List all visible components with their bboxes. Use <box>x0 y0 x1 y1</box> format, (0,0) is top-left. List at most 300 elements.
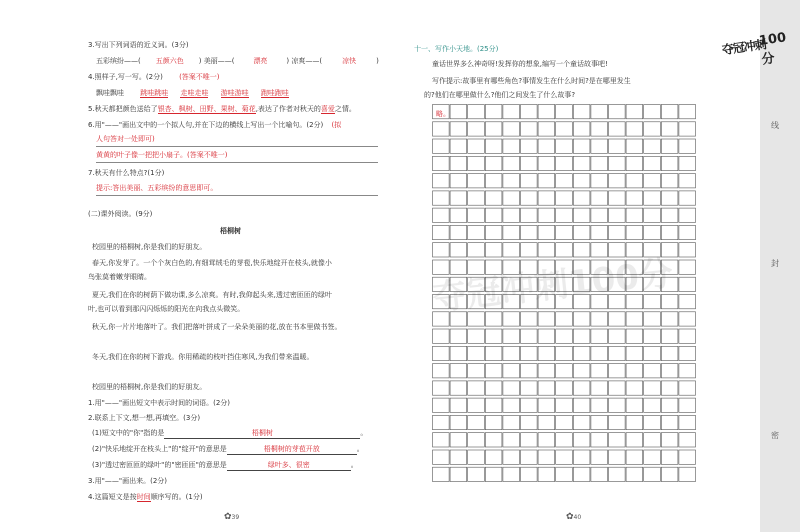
grid-cell <box>573 467 590 481</box>
grid-cell <box>573 346 590 360</box>
grid-cell <box>556 398 573 412</box>
grid-cell <box>485 415 502 429</box>
grid-cell <box>609 122 626 136</box>
grid-cell <box>521 139 538 153</box>
grid-cell <box>503 381 520 395</box>
q3-answer-2: 漂亮 <box>253 57 268 65</box>
q4-text: 4.照样子,写一写。(2分) (答案不唯一) <box>88 73 220 81</box>
grid-cell <box>521 225 538 239</box>
grid-cell <box>626 450 643 464</box>
grid-cell <box>626 467 643 481</box>
grid-cell <box>644 450 661 464</box>
grid-cell <box>609 191 626 205</box>
grid-cell <box>433 191 450 205</box>
grid-cell <box>661 191 678 205</box>
grid-cell <box>626 191 643 205</box>
grid-cell <box>468 225 485 239</box>
grid-cell <box>591 156 608 170</box>
grid-cell <box>609 346 626 360</box>
grid-cell <box>503 225 520 239</box>
watermark: 夺冠冲刺100分 <box>430 253 675 319</box>
grid-cell <box>556 364 573 378</box>
grid-cell <box>521 381 538 395</box>
grid-cell <box>626 139 643 153</box>
grid-cell <box>521 174 538 188</box>
grid-cell <box>679 174 696 188</box>
left-page-number: ✿39 <box>224 512 240 522</box>
side-label-mid: 封 <box>771 259 779 268</box>
grid-cell <box>468 364 485 378</box>
grid-cell <box>485 346 502 360</box>
grid-cell <box>679 105 696 119</box>
grid-cell <box>644 433 661 447</box>
grid-cell <box>468 243 485 257</box>
grid-cell <box>503 191 520 205</box>
grid-cell <box>573 105 590 119</box>
grid-cell <box>644 208 661 222</box>
grid-cell <box>556 139 573 153</box>
grid-cell <box>609 139 626 153</box>
grid-cell <box>468 156 485 170</box>
grid-cell <box>644 139 661 153</box>
grid-cell <box>644 225 661 239</box>
grid-cell <box>556 156 573 170</box>
grid-cell <box>538 398 555 412</box>
grid-cell <box>433 243 450 257</box>
grid-cell <box>679 415 696 429</box>
grid-cell <box>609 312 626 326</box>
grid-cell <box>468 381 485 395</box>
grid-cell <box>609 225 626 239</box>
grid-cell <box>556 346 573 360</box>
grid-cell <box>591 450 608 464</box>
grid-cell <box>485 174 502 188</box>
grid-cell <box>556 381 573 395</box>
grid-cell <box>485 105 502 119</box>
grid-cell <box>626 364 643 378</box>
grid-cell <box>503 433 520 447</box>
grid-cell <box>485 329 502 343</box>
grid-cell <box>661 467 678 481</box>
grid-cell <box>661 346 678 360</box>
binding-strip <box>760 0 800 532</box>
grid-cell <box>609 329 626 343</box>
passage-line-7: 冬天,我们在你的树下游戏。你用稀疏的枝叶挡住寒风,为我们带来温暖。 <box>92 353 314 361</box>
grid-cell <box>503 156 520 170</box>
grid-cell <box>591 312 608 326</box>
grid-cell <box>450 415 467 429</box>
grid-cell <box>591 225 608 239</box>
grid-cell <box>679 139 696 153</box>
grid-cell <box>609 105 626 119</box>
grid-cell <box>450 139 467 153</box>
grid-cell <box>573 312 590 326</box>
grid-cell <box>485 450 502 464</box>
grid-cell <box>573 415 590 429</box>
q7-rule <box>96 195 378 196</box>
grid-cell <box>468 191 485 205</box>
grid-cell <box>538 122 555 136</box>
grid-cell <box>644 191 661 205</box>
q7-text: 7.秋天有什么特点?(1分) <box>88 169 165 177</box>
grid-cell <box>503 364 520 378</box>
grid-cell <box>591 139 608 153</box>
grid-cell <box>661 105 678 119</box>
grid-cell <box>433 174 450 188</box>
grid-cell <box>556 329 573 343</box>
side-label-top: 线 <box>771 121 779 130</box>
grid-cell <box>661 364 678 378</box>
grid-cell <box>538 105 555 119</box>
grid-cell <box>573 381 590 395</box>
grid-cell <box>468 433 485 447</box>
grid-cell <box>521 191 538 205</box>
grid-cell <box>450 329 467 343</box>
grid-cell <box>468 174 485 188</box>
q4-answer-4: 跑哇跑哇 <box>260 89 289 97</box>
grid-cell <box>503 312 520 326</box>
grid-cell <box>450 156 467 170</box>
qq2-text: 2.联系上下文,想一想,再填空。(3分) <box>88 414 201 422</box>
q6-rule-2 <box>96 162 378 163</box>
grid-cell <box>556 450 573 464</box>
grid-cell <box>573 122 590 136</box>
grid-cell <box>609 450 626 464</box>
grid-cell <box>591 415 608 429</box>
grid-cell <box>485 467 502 481</box>
grid-cell <box>538 467 555 481</box>
qq4-answer: 时间 <box>136 493 151 501</box>
grid-cell <box>521 415 538 429</box>
grid-cell <box>503 174 520 188</box>
grid-cell <box>556 174 573 188</box>
grid-cell <box>485 156 502 170</box>
passage-line-3: 鸟张莫着嫩芽眼睛。 <box>88 273 151 281</box>
grid-cell <box>573 398 590 412</box>
grid-cell <box>503 329 520 343</box>
grid-cell <box>644 381 661 395</box>
grid-cell <box>591 398 608 412</box>
qq2-1: (1)短文中的"你"指的是 梧桐树 。 <box>92 429 368 437</box>
writing-section-title: 十一、写作小天地。(25分) <box>414 45 499 53</box>
grid-cell <box>538 139 555 153</box>
grid-cell <box>609 415 626 429</box>
grid-cell <box>679 346 696 360</box>
grid-cell <box>644 122 661 136</box>
passage-line-1: 校园里的梧桐树,你是我们的好朋友。 <box>92 243 207 251</box>
grid-cell <box>521 346 538 360</box>
passage-line-2: 春天,你发芽了。一个个灰白色的,有细茸绒毛的芽苞,快乐地绽开在枝头,就像小 <box>92 259 332 267</box>
grid-cell <box>450 243 467 257</box>
grid-cell <box>503 398 520 412</box>
grid-cell <box>485 381 502 395</box>
grid-cell <box>450 122 467 136</box>
passage-line-8: 校园里的梧桐树,你是我们的好朋友。 <box>92 383 207 391</box>
grid-cell <box>679 156 696 170</box>
grid-cell <box>538 450 555 464</box>
grid-cell <box>609 208 626 222</box>
grid-cell <box>450 364 467 378</box>
grid-cell <box>609 364 626 378</box>
q4-hint: (答案不唯一) <box>179 73 220 81</box>
grid-cell <box>450 346 467 360</box>
grid-cell <box>521 398 538 412</box>
grid-cell <box>644 105 661 119</box>
q3-answers: 五彩缤纷——( 五颜六色 ) 美丽——( 漂亮 ) 凉爽——( 凉快 ) <box>96 57 379 65</box>
grid-cell <box>433 208 450 222</box>
passage-title: 梧桐树 <box>220 227 241 235</box>
q3-text: 3.写出下列词语的近义词。(3分) <box>88 41 189 49</box>
grid-cell <box>468 346 485 360</box>
q6-answer-2: 人句答对一处即可) <box>96 135 155 143</box>
grid-cell <box>556 467 573 481</box>
grid-cell <box>503 208 520 222</box>
grid-cell <box>679 450 696 464</box>
part2-label: (二)课外阅读。(9分) <box>88 210 153 218</box>
grid-cell <box>538 191 555 205</box>
grid-cell <box>679 208 696 222</box>
grid-cell <box>468 415 485 429</box>
grid-cell <box>679 364 696 378</box>
grid-cell <box>626 433 643 447</box>
grid-cell <box>468 139 485 153</box>
grid-cell <box>679 398 696 412</box>
q5-answer-1: 银杏、枫树、田野、果树、菊花 <box>157 105 256 113</box>
grid-cell <box>433 122 450 136</box>
grid-cell <box>485 191 502 205</box>
grid-cell <box>450 208 467 222</box>
grid-cell <box>450 191 467 205</box>
grid-cell <box>450 381 467 395</box>
grid-cell <box>433 364 450 378</box>
grid-cell <box>573 329 590 343</box>
grid-cell <box>485 312 502 326</box>
grid-cell <box>538 243 555 257</box>
q4-answer-1: 跳哇跳哇 <box>140 89 169 97</box>
grid-cell <box>661 433 678 447</box>
grid-cell <box>556 312 573 326</box>
q4-answer-2: 走哇走哇 <box>180 89 209 97</box>
grid-cell <box>538 174 555 188</box>
grid-cell <box>450 398 467 412</box>
grid-cell <box>521 208 538 222</box>
grid-cell <box>644 398 661 412</box>
grid-cell <box>609 381 626 395</box>
grid-cell <box>433 450 450 464</box>
qq3-text: 3.用"——"画出来。(2分) <box>88 477 168 485</box>
grid-cell <box>626 312 643 326</box>
grid-cell <box>679 122 696 136</box>
q6-text: 6.用"——"画出文中的一个拟人句,并在下边的横线上写出一个比喻句。(2分) (拟 <box>88 121 342 129</box>
grid-cell <box>485 139 502 153</box>
grid-cell <box>679 260 696 274</box>
grid-cell <box>556 191 573 205</box>
grid-cell <box>591 174 608 188</box>
grid-cell <box>556 105 573 119</box>
grid-cell <box>626 415 643 429</box>
grid-cell <box>661 329 678 343</box>
grid-cell <box>433 225 450 239</box>
grid-cell <box>644 415 661 429</box>
grid-cell <box>521 156 538 170</box>
grid-cell <box>661 208 678 222</box>
grid-cell <box>468 450 485 464</box>
grid-cell <box>626 329 643 343</box>
grid-cell <box>573 364 590 378</box>
grid-cell <box>538 208 555 222</box>
grid-cell <box>644 329 661 343</box>
side-label-bottom: 密 <box>771 431 779 440</box>
passage-line-4: 夏天,我们在你的树荫下做功课,多么凉爽。有时,我仰起头来,透过密匝匝的绿叶 <box>92 291 332 299</box>
grid-cell <box>521 433 538 447</box>
grid-cell <box>626 398 643 412</box>
grid-cell <box>661 295 678 309</box>
grid-cell <box>433 156 450 170</box>
qq2-3: (3)"透过密匝匝的绿叶"的"密匝匝"的意思是 绿叶多、很密 。 <box>92 461 358 469</box>
grid-cell <box>679 225 696 239</box>
grid-cell <box>661 415 678 429</box>
grid-cell <box>503 346 520 360</box>
grid-cell <box>626 381 643 395</box>
grid-cell <box>626 105 643 119</box>
grid-cell <box>538 225 555 239</box>
grid-cell <box>591 122 608 136</box>
grid-cell <box>521 122 538 136</box>
grid-cell <box>626 208 643 222</box>
q3-answer-3: 凉快 <box>342 57 357 65</box>
grid-cell <box>433 398 450 412</box>
grid-cell <box>485 225 502 239</box>
grid-first-answer: 略。 <box>436 110 450 118</box>
grid-cell <box>609 156 626 170</box>
grid-cell <box>573 225 590 239</box>
grid-cell <box>468 329 485 343</box>
page-badge-icon-right: ✿ <box>566 512 574 522</box>
q6-rule-1 <box>96 146 378 147</box>
grid-cell <box>609 174 626 188</box>
grid-cell <box>450 467 467 481</box>
grid-cell <box>450 174 467 188</box>
grid-cell <box>521 467 538 481</box>
grid-cell <box>503 139 520 153</box>
grid-cell <box>450 225 467 239</box>
grid-cell <box>573 450 590 464</box>
grid-cell <box>661 312 678 326</box>
qq2-2: (2)"快乐地绽开在枝头上"的"绽开"的意思是 梧桐树的芽苞开放 。 <box>92 445 364 453</box>
grid-cell <box>503 122 520 136</box>
grid-cell <box>573 139 590 153</box>
grid-cell <box>503 450 520 464</box>
grid-cell <box>609 398 626 412</box>
grid-cell <box>433 415 450 429</box>
qq2-3-answer: 绿叶多、很密 <box>227 460 351 471</box>
grid-cell <box>609 467 626 481</box>
grid-cell <box>661 139 678 153</box>
grid-cell <box>679 381 696 395</box>
qq1-text: 1.用"——"画出短文中表示时间的词语。(2分) <box>88 399 231 407</box>
grid-cell <box>468 208 485 222</box>
grid-cell <box>679 312 696 326</box>
grid-cell <box>538 364 555 378</box>
q6-answer-3: 黄黄的叶子像一把把小扇子。(答案不唯一) <box>96 151 228 159</box>
grid-cell <box>591 433 608 447</box>
grid-cell <box>468 398 485 412</box>
grid-cell <box>609 433 626 447</box>
grid-cell <box>679 277 696 291</box>
grid-cell <box>485 398 502 412</box>
grid-cell <box>661 381 678 395</box>
grid-cell <box>679 295 696 309</box>
grid-cell <box>626 156 643 170</box>
q7-answer: 提示:答出美丽、五彩缤纷的意思即可。 <box>96 184 218 192</box>
grid-cell <box>573 174 590 188</box>
grid-cell <box>644 156 661 170</box>
page-badge-icon: ✿ <box>224 512 232 522</box>
grid-cell <box>679 433 696 447</box>
grid-cell <box>573 433 590 447</box>
grid-cell <box>503 467 520 481</box>
grid-cell <box>679 467 696 481</box>
grid-cell <box>661 174 678 188</box>
grid-cell <box>433 467 450 481</box>
brand-logo: 夺冠冲刺 100分 <box>721 30 788 68</box>
grid-cell <box>485 243 502 257</box>
grid-cell <box>591 105 608 119</box>
q3-answer-1: 五颜六色 <box>155 57 184 65</box>
grid-cell <box>538 312 555 326</box>
grid-cell <box>538 156 555 170</box>
grid-cell <box>679 329 696 343</box>
writing-prompt-2: 写作提示:故事里有哪些角色?事情发生在什么时间?是在哪里发生 <box>432 77 631 85</box>
grid-cell <box>573 156 590 170</box>
grid-cell <box>521 105 538 119</box>
grid-cell <box>433 433 450 447</box>
grid-cell <box>661 156 678 170</box>
grid-cell <box>485 122 502 136</box>
grid-cell <box>556 225 573 239</box>
grid-cell <box>556 433 573 447</box>
q5-text: 5.秋天都把颜色送给了银杏、枫树、田野、果树、菊花,表达了作者对秋天的喜爱之情。 <box>88 105 356 113</box>
grid-cell <box>644 364 661 378</box>
grid-cell <box>450 450 467 464</box>
grid-cell <box>450 105 467 119</box>
right-page-number: ✿40 <box>566 512 582 522</box>
grid-cell <box>503 415 520 429</box>
q5-answer-2: 喜爱 <box>320 105 335 113</box>
passage-line-6: 秋天,你一片片地落叶了。我们把落叶拼成了一朵朵美丽的花,放在书本里做书签。 <box>92 323 342 331</box>
writing-prompt-1: 童话世界多么神奇呀!发挥你的想象,编写一个童话故事吧! <box>432 60 608 68</box>
grid-cell <box>538 381 555 395</box>
grid-cell <box>556 122 573 136</box>
grid-cell <box>450 433 467 447</box>
grid-cell <box>433 381 450 395</box>
qq2-2-answer: 梧桐树的芽苞开放 <box>227 444 357 455</box>
qq4-text: 4.这篇短文是按时间顺序写的。(1分) <box>88 493 203 501</box>
grid-cell <box>521 450 538 464</box>
grid-cell <box>679 243 696 257</box>
grid-cell <box>538 329 555 343</box>
grid-cell <box>538 346 555 360</box>
grid-cell <box>591 191 608 205</box>
grid-cell <box>644 174 661 188</box>
grid-cell <box>644 346 661 360</box>
grid-cell <box>521 243 538 257</box>
grid-cell <box>521 364 538 378</box>
grid-cell <box>433 329 450 343</box>
grid-cell <box>573 191 590 205</box>
grid-cell <box>468 122 485 136</box>
grid-cell <box>591 364 608 378</box>
